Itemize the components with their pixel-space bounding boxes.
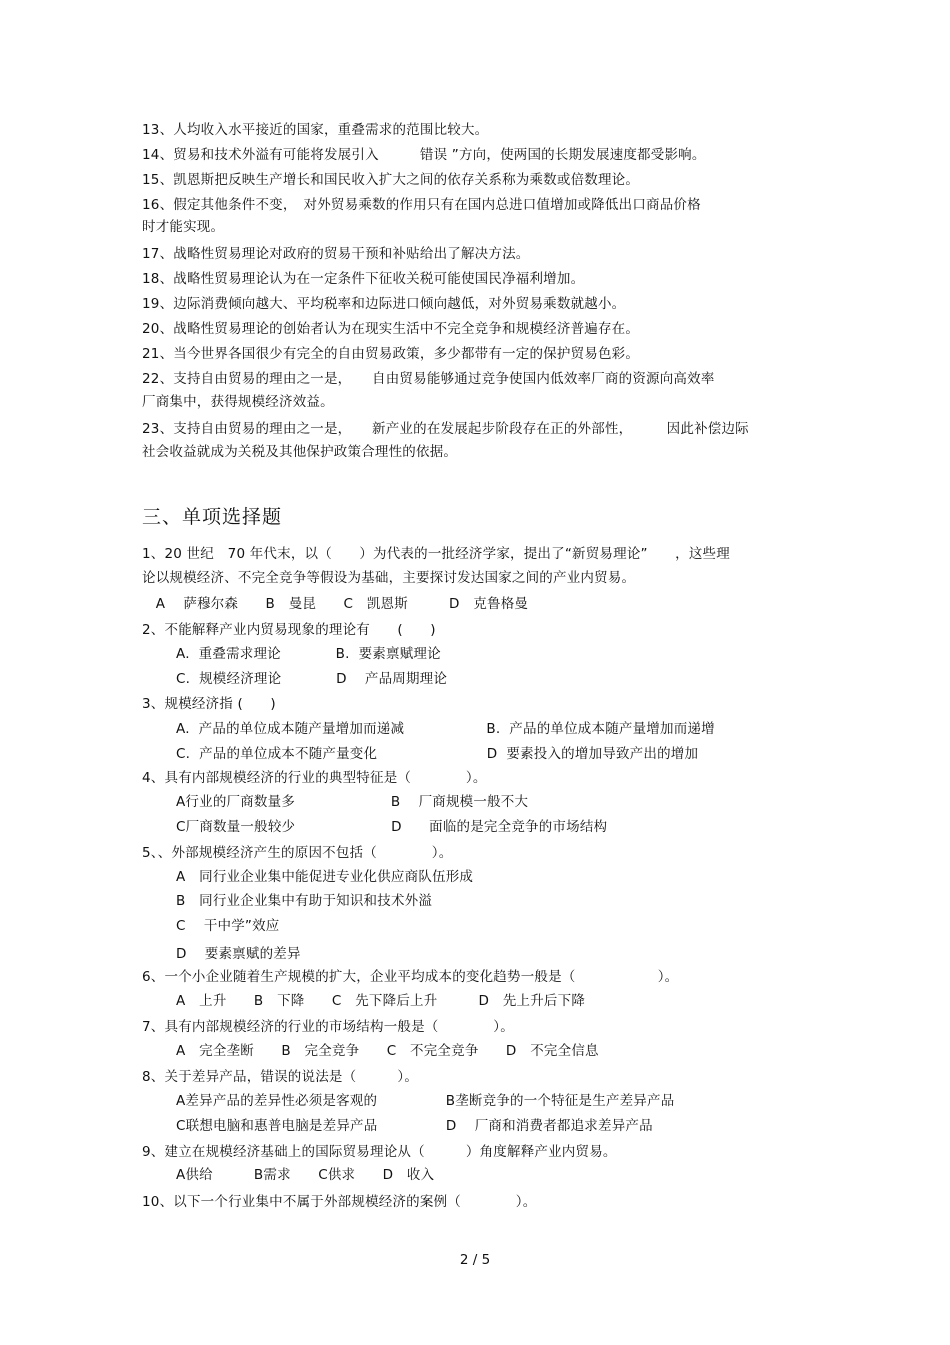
statement-22-cont: 厂商集中，获得规模经济效益。 [142,394,334,410]
question-9-options: A供给 B需求 C供求 D 收入 [176,1167,435,1183]
question-3: 3、规模经济指 ( ) [142,696,276,712]
question-5-option-b: B 同行业企业集中有助于知识和技术外溢 [176,893,433,909]
statement-22: 22、支持自由贸易的理由之一是， 自由贸易能够通过竞争使国内低效率厂商的资源向高效率 [142,371,715,387]
question-4: 4、具有内部规模经济的行业的典型特征是（ ）。 [142,770,487,786]
question-2-options-ab: A. 重叠需求理论 B. 要素禀赋理论 [176,646,441,662]
question-6: 6、一个小企业随着生产规模的扩大，企业平均成本的变化趋势一般是（ ）。 [142,969,679,985]
statement-21: 21、当今世界各国很少有完全的自由贸易政策，多少都带有一定的保护贸易色彩。 [142,346,640,362]
question-1: 1、20 世纪 70 年代末，以（ ）为代表的一批经济学家，提出了“新贸易理论” ，这些理 [142,546,730,562]
section-title: 三、单项选择题 [142,506,283,528]
statement-20: 20、战略性贸易理论的创始者认为在现实生活中不完全竞争和规模经济普遍存在。 [142,321,640,337]
question-9: 9、建立在规模经济基础上的国际贸易理论从（ ）角度解释产业内贸易。 [142,1144,617,1160]
question-1-options: A 萨穆尔森 B 曼昆 C 凯恩斯 D 克鲁格曼 [142,596,529,612]
statement-18: 18、战略性贸易理论认为在一定条件下征收关税可能使国民净福利增加。 [142,271,585,287]
question-4-options-cd: C厂商数量一般较少 D 面临的是完全竞争的市场结构 [176,819,608,835]
statement-23-cont: 社会收益就成为关税及其他保护政策合理性的依据。 [142,444,458,460]
question-5-option-d: D 要素禀赋的差异 [176,946,301,962]
statement-14: 14、贸易和技术外溢有可能将发展引入 错误 ”方向，使两国的长期发展速度都受影响。 [142,147,706,163]
question-1-cont: 论以规模经济、不完全竞争等假设为基础，主要探讨发达国家之间的产业内贸易。 [142,570,636,586]
question-8-options-cd: C联想电脑和惠普电脑是差异产品 D 厂商和消费者都追求差异产品 [176,1118,653,1134]
statement-15: 15、凯恩斯把反映生产增长和国民收入扩大之间的依存关系称为乘数或倍数理论。 [142,172,640,188]
question-5-option-c: C 干中学”效应 [176,918,280,934]
question-3-options-cd: C. 产品的单位成本不随产量变化 D 要素投入的增加导致产出的增加 [176,746,699,762]
question-5-option-a: A 同行业企业集中能促进专业化供应商队伍形成 [176,869,474,885]
question-7: 7、具有内部规模经济的行业的市场结构一般是（ ）。 [142,1019,514,1035]
page-number: 2 / 5 [459,1252,491,1268]
question-5: 5、、外部规模经济产生的原因不包括（ ）。 [142,845,453,861]
statement-16-cont: 时才能实现。 [142,219,225,235]
question-2-options-cd: C. 规模经济理论 D 产品周期理论 [176,671,448,687]
question-8-options-ab: A差异产品的差异性必须是客观的 B垄断竞争的一个特征是生产差异产品 [176,1093,675,1109]
statement-16: 16、假定其他条件不变， 对外贸易乘数的作用只有在国内总进口值增加或降低出口商品价格 [142,197,701,213]
question-8: 8、关于差异产品，错误的说法是（ ）。 [142,1069,419,1085]
question-2: 2、不能解释产业内贸易现象的理论有 ( ) [142,622,436,638]
statement-13: 13、人均收入水平接近的国家，重叠需求的范围比较大。 [142,122,489,138]
statement-17: 17、战略性贸易理论对政府的贸易干预和补贴给出了解决方法。 [142,246,530,262]
question-10: 10、以下一个行业集中不属于外部规模经济的案例（ ）。 [142,1194,537,1210]
statement-23: 23、支持自由贸易的理由之一是， 新产业的在发展起步阶段存在正的外部性， 因此补偿边际 [142,421,749,437]
question-3-options-ab: A. 产品的单位成本随产量增加而递减 B. 产品的单位成本随产量增加而递增 [176,721,715,737]
question-7-options: A 完全垄断 B 完全竞争 C 不完全竞争 D 不完全信息 [176,1043,599,1059]
question-4-options-ab: A行业的厂商数量多 B 厂商规模一般不大 [176,794,529,810]
statement-19: 19、边际消费倾向越大、平均税率和边际进口倾向越低，对外贸易乘数就越小。 [142,296,626,312]
question-6-options: A 上升 B 下降 C 先下降后上升 D 先上升后下降 [176,993,586,1009]
